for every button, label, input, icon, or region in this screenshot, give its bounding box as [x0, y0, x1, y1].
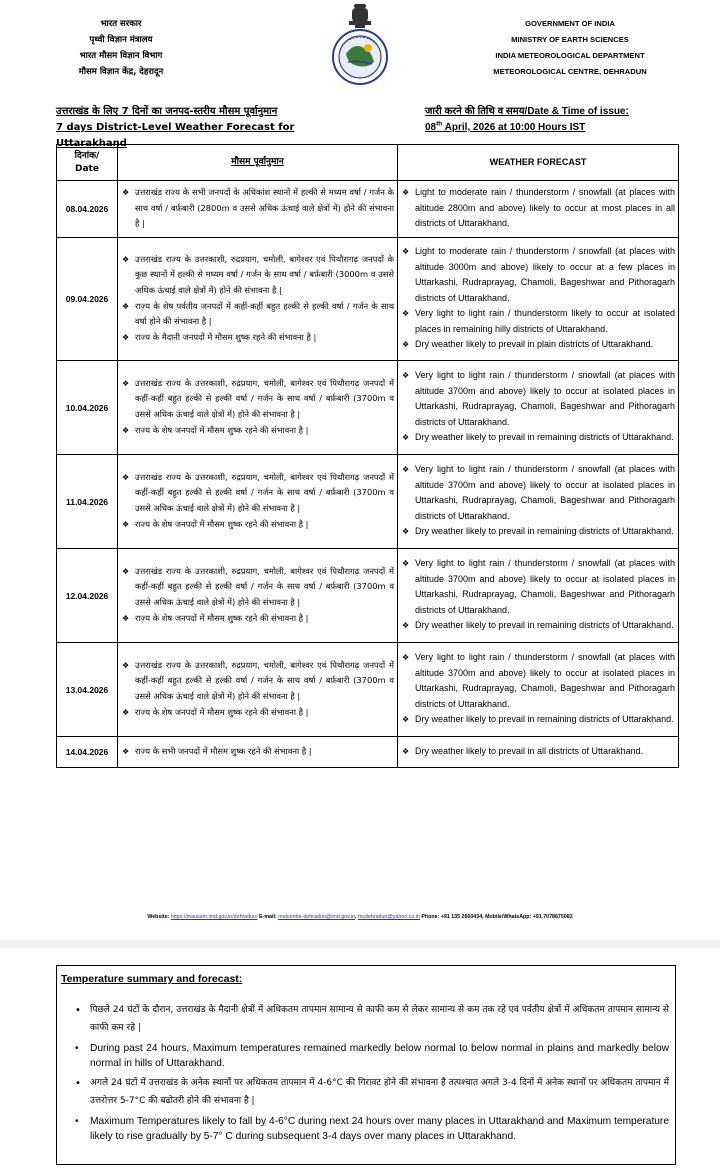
footer-contact [0, 914, 720, 920]
website-link[interactable]: https://mausam.imd.gov.in/dehradun/ [170, 914, 258, 920]
forecast-date: 11.04.2026 [57, 455, 118, 549]
diamond-bullet-icon: ❖ [402, 559, 410, 569]
email-separator: , [354, 914, 358, 920]
forecast-item [122, 185, 394, 232]
forecast-item [122, 423, 394, 439]
diamond-bullet-icon: ❖ [402, 715, 410, 725]
temperature-text: Maximum Temperatures likely to fall by 4-6°C during next 24 hours over many places in Uttarakhand and Maximum temperature likely to rise gradually by 5-7° C during subsequent 3-4 days over many places in Uttarakhand. [90, 1116, 669, 1142]
diamond-bullet-icon: ❖ [122, 566, 130, 576]
forecast-text: राज्य के सभी जनपदों में मौसम शुष्क रहने की संभावना है | [135, 745, 312, 756]
forecast-text: राज्य के शेष जनपदों में मौसम शुष्क रहने की संभावना है | [135, 518, 309, 529]
diamond-bullet-icon: ❖ [122, 660, 130, 670]
forecast-text: Light to moderate rain / thunderstorm / snowfall (at places with altitude 3000m and above) likely to occur at a few places in Uttarkashi, Rudraprayag, Chamoli, Bageshwar and Pithoragarh districts of Uttarakhand. [415, 245, 675, 303]
forecast-item [402, 306, 675, 337]
hindi-forecast-cell [118, 361, 398, 455]
forecast-text: उत्तराखंड राज्य के उत्तरकाशी, रुद्रप्रयाग, चमोली, बागेश्वर एवं पिथौरागढ़ जनपदों में कहीं-कहीं बहुत हल्की से हल्की वर्षा / गर्जन के साथ वर्षा / बर्फ़बारी (3700m व उससे अधिक ऊंचाई वाले क्षेत्रों में) होने की संभावना है | [135, 565, 394, 607]
forecast-item [402, 556, 675, 618]
table-row [57, 643, 679, 737]
forecast-item [402, 618, 675, 634]
forecast-text: उत्तराखंड राज्य के उत्तरकाशी, रुद्रप्रयाग, चमोली, बागेश्वर एवं पिथौरागढ़ जनपदों में कहीं-कहीं बहुत हल्की से हल्की वर्षा / गर्जन के साथ वर्षा / बर्फ़बारी (3700m व उससे अधिक ऊंचाई वाले क्षेत्रों में) होने की संभावना है | [135, 471, 394, 513]
list-item [61, 1114, 669, 1144]
english-forecast-cell [398, 737, 679, 768]
forecast-item [402, 185, 675, 232]
header-line: MINISTRY OF EARTH SCIENCES [511, 35, 629, 44]
diamond-bullet-icon: ❖ [122, 254, 130, 264]
forecast-text: उत्तराखंड राज्य के उत्तरकाशी, रुद्रप्रयाग, चमोली, बागेश्वर एवं पिथौरागढ़ जनपदों में कहीं-कहीं बहुत हल्की से हल्की वर्षा / गर्जन के साथ वर्षा / बर्फ़बारी (3700m व उससे अधिक ऊंचाई वाले क्षेत्रों में) होने की संभावना है | [135, 377, 394, 419]
forecast-date: 09.04.2026 [57, 238, 118, 361]
forecast-item [122, 330, 394, 346]
header-line: मौसम विज्ञान केंद्र, देहरादून [78, 67, 164, 77]
header-line: भारत मौसम विज्ञान विभाग [79, 51, 163, 61]
bullet-icon: • [75, 1043, 79, 1054]
forecast-item [122, 564, 394, 611]
forecast-date: 13.04.2026 [57, 643, 118, 737]
table-row [57, 455, 679, 549]
diamond-bullet-icon: ❖ [122, 613, 130, 623]
diamond-bullet-icon: ❖ [402, 621, 410, 631]
diamond-bullet-icon: ❖ [402, 340, 410, 350]
title-english: 7 days District-Level Weather Forecast for Uttarakhand [56, 122, 295, 149]
issue-suffix: th [436, 120, 443, 128]
table-row [57, 181, 679, 238]
forecast-item [122, 705, 394, 721]
temperature-summary-box [56, 965, 676, 1165]
bullet-icon: • [75, 1078, 81, 1089]
forecast-text: उत्तराखंड राज्य के उत्तरकाशी, रुद्रप्रयाग, चमोली, बागेश्वर एवं पिथौरागढ़ जनपदों में कहीं-कहीं बहुत हल्की से हल्की वर्षा / गर्जन के साथ वर्षा / बर्फ़बारी (3700m व उससे अधिक ऊंचाई वाले क्षेत्रों में) होने की संभावना है | [135, 659, 394, 701]
forecast-item [402, 244, 675, 306]
forecast-item [402, 337, 675, 353]
forecast-text: Dry weather likely to prevail in remaining districts of Uttarakhand. [415, 526, 674, 537]
email-link-1[interactable]: metcentre-dehradun@imd.gov.in [278, 914, 355, 920]
hindi-forecast-cell [118, 643, 398, 737]
forecast-text: राज्य के शेष जनपदों में मौसम शुष्क रहने की संभावना है | [135, 612, 309, 623]
english-forecast-cell [398, 549, 679, 643]
forecast-text: Very light to light rain / thunderstorm / snowfall (at places with altitude 3700m and above) likely to occur at isolated places in Uttarkashi, Rudraprayag, Chamoli, Bageshwar and Pithoragarh districts of Uttarakhand. [415, 370, 675, 427]
forecast-text: Dry weather likely to prevail in plain districts of Uttarakhand. [415, 339, 654, 350]
hindi-forecast-cell [118, 181, 398, 238]
temperature-list [61, 1002, 669, 1148]
bullet-icon: • [75, 1116, 79, 1127]
hindi-header-label: मौसम पूर्वानुमान [231, 157, 284, 167]
list-item [61, 1002, 669, 1037]
forecast-text: उत्तराखंड राज्य के उत्तरकाशी, रुद्रप्रयाग, चमोली, बागेश्वर एवं पिथौरागढ़ जनपदों के कुछ स्थानों में हल्की से मध्यम वर्षा / गर्जन के साथ वर्षा / बर्फ़बारी (3000m व उससे अधिक ऊंचाई वाले क्षेत्रों में) होने की संभावना है | [135, 253, 394, 295]
hindi-forecast-cell [118, 455, 398, 549]
table-row [57, 549, 679, 643]
header-english [470, 16, 670, 80]
forecast-item [402, 462, 675, 524]
forecast-item [402, 650, 675, 712]
forecast-item [402, 712, 675, 728]
hindi-column-header [118, 145, 398, 181]
table-row [57, 361, 679, 455]
english-column-header: WEATHER FORECAST [398, 145, 679, 181]
issue-rest: April, 2026 at 10:00 Hours IST [442, 122, 586, 133]
date-header-english: Date [75, 163, 99, 174]
diamond-bullet-icon: ❖ [122, 472, 130, 482]
forecast-text: Very light to light rain / thunderstorm / snowfall (at places with altitude 3700m and above) likely to occur at isolated places in Uttarkashi, Rudraprayag, Chamoli, Bageshwar and Pithoragarh districts of Uttarakhand. [415, 464, 675, 521]
issue-day: 08 [425, 122, 437, 133]
forecast-item [122, 470, 394, 517]
forecast-item [402, 524, 675, 540]
phone-text: Phone: +91 135 2660434, Mobile/WhatsApp: +91 7078675082 [419, 914, 573, 920]
forecast-text: उत्तराखंड राज्य के सभी जनपदों के अधिकांश स्थानों में हल्की से मध्यम वर्षा / गर्जन के साथ वर्षा / बर्फ़बारी (2800m व उससे अधिक ऊंचाई वाले क्षेत्रों में) होने की संभावना है | [135, 187, 394, 229]
forecast-date: 12.04.2026 [57, 549, 118, 643]
website-label: Website: [147, 914, 171, 920]
bullet-icon: • [75, 1005, 81, 1016]
diamond-bullet-icon: ❖ [402, 653, 410, 663]
header-line: पृथ्वी विज्ञान मंत्रालय [89, 35, 153, 45]
forecast-text: Light to moderate rain / thunderstorm / snowfall (at places with altitude 2800m and above) likely to occur at most places in all districts of Uttarakhand. [415, 187, 675, 229]
hindi-forecast-cell [118, 737, 398, 768]
forecast-text: Very light to light rain / thunderstorm / snowfall (at places with altitude 3700m and above) likely to occur at isolated places in Uttarkashi, Rudraprayag, Chamoli, Bageshwar and Pithoragarh districts of Uttarakhand. [415, 558, 675, 615]
forecast-text: Dry weather likely to prevail in all districts of Uttarakhand. [415, 745, 644, 756]
diamond-bullet-icon: ❖ [402, 246, 410, 256]
forecast-item [122, 376, 394, 423]
list-item [61, 1041, 669, 1071]
forecast-date: 14.04.2026 [57, 737, 118, 768]
forecast-text: Very light to light rain / thunderstorm / snowfall (at places with altitude 3700m and above) likely to occur at isolated places in Uttarkashi, Rudraprayag, Chamoli, Bageshwar and Pithoragarh districts of Uttarakhand. [415, 652, 675, 709]
hindi-forecast-cell [118, 549, 398, 643]
diamond-bullet-icon: ❖ [122, 378, 130, 388]
temperature-text: पिछले 24 घंटों के दौरान, उत्तराखंड के मैदानी क्षेत्रों में अधिकतम तापमान सामान्य से काफी कम से लेकर सामान्य से कम तक रहे एवं पर्वतीय क्षेत्रों में अधिकतम तापमान सामान्य से काफी कम रहे | [90, 1005, 669, 1033]
diamond-bullet-icon: ❖ [122, 425, 130, 435]
imd-emblem-icon [328, 2, 392, 88]
forecast-text: Very light to light rain / thunderstorm likely to occur at isolated places in remaining hilly districts of Uttarakhand. [415, 308, 675, 334]
diamond-bullet-icon: ❖ [122, 707, 130, 717]
header-line: INDIA METEOROLOGICAL DEPARTMENT [495, 51, 645, 60]
email-label: E-mail: [257, 914, 279, 920]
english-forecast-cell [398, 643, 679, 737]
forecast-item [122, 517, 394, 533]
forecast-text: Dry weather likely to prevail in remaining districts of Uttarakhand. [415, 620, 674, 631]
diamond-bullet-icon: ❖ [402, 746, 410, 756]
forecast-text: Dry weather likely to prevail in remaining districts of Uttarakhand. [415, 432, 674, 443]
forecast-item [402, 744, 675, 760]
diamond-bullet-icon: ❖ [402, 188, 410, 198]
table-row [57, 737, 679, 768]
table-header-row [57, 145, 679, 181]
issue-value [425, 120, 685, 136]
hindi-forecast-cell [118, 238, 398, 361]
date-column-header [57, 145, 118, 181]
forecast-table [56, 144, 679, 768]
header-hindi [56, 16, 186, 80]
english-forecast-cell [398, 361, 679, 455]
diamond-bullet-icon: ❖ [122, 301, 130, 311]
temperature-text: During past 24 hours, Maximum temperatures remained markedly below normal to below normal in plains and markedly below normal in hills of Uttarakhand. [90, 1043, 669, 1069]
header-line: GOVERNMENT OF INDIA [525, 19, 615, 28]
diamond-bullet-icon: ❖ [402, 433, 410, 443]
forecast-text: Dry weather likely to prevail in remaining districts of Uttarakhand. [415, 714, 674, 725]
forecast-item [122, 252, 394, 299]
email-link-2[interactable]: mcdehradun@yahoo.co.in [357, 914, 420, 920]
english-forecast-cell [398, 181, 679, 238]
english-forecast-cell [398, 238, 679, 361]
english-forecast-cell [398, 455, 679, 549]
issue-label: जारी करने की तिथि व समय/Date & Time of issue: [425, 106, 629, 117]
forecast-item [122, 744, 394, 760]
issue-datetime [425, 104, 685, 136]
temperature-page [0, 948, 720, 1169]
diamond-bullet-icon: ❖ [122, 188, 130, 198]
forecast-rows [57, 181, 679, 768]
forecast-text: राज्य के शेष जनपदों में मौसम शुष्क रहने की संभावना है | [135, 424, 309, 435]
diamond-bullet-icon: ❖ [122, 519, 130, 529]
forecast-item [402, 430, 675, 446]
forecast-item [122, 611, 394, 627]
forecast-date: 10.04.2026 [57, 361, 118, 455]
diamond-bullet-icon: ❖ [402, 527, 410, 537]
date-header-hindi: दिनांक/ [74, 150, 100, 161]
diamond-bullet-icon: ❖ [122, 746, 130, 756]
title-hindi: उत्तराखंड के लिए 7 दिनों का जनपद-स्तरीय मौसम पूर्वानुमान [56, 106, 278, 117]
diamond-bullet-icon: ❖ [402, 371, 410, 381]
temperature-text: अगले 24 घंटों में उत्तराखंड के अनेक स्थानों पर अधिकतम तापमान में 4-6°C की गिरावट होने की संभावना है तत्पश्चात अगले 3-4 दिनों में अनेक स्थानों पर अधिकतम तापमान में उत्तरोत्तर 5-7°C की बढोतरी होने की संभावना है | [90, 1078, 669, 1106]
forecast-item [122, 658, 394, 705]
diamond-bullet-icon: ❖ [402, 309, 410, 319]
forecast-date: 08.04.2026 [57, 181, 118, 238]
forecast-item [122, 299, 394, 330]
temperature-title: Temperature summary and forecast: [61, 973, 243, 985]
forecast-text: राज्य के मैदानी जनपदों में मौसम शुष्क रहने की संभावना है | [135, 331, 317, 342]
list-item [61, 1075, 669, 1110]
header-line: METEOROLOGICAL CENTRE, DEHRADUN [493, 67, 647, 76]
forecast-item [402, 368, 675, 430]
forecast-text: राज्य के शेष जनपदों में मौसम शुष्क रहने की संभावना है | [135, 706, 309, 717]
diamond-bullet-icon: ❖ [122, 332, 130, 342]
table-row [57, 238, 679, 361]
header-line: भारत सरकार [100, 19, 142, 29]
forecast-text: राज्य के शेष पर्वतीय जनपदों में कहीं-कहीं बहुत हल्की से हल्की वर्षा / गर्जन के साथ वर्षा होने की संभावना है | [135, 300, 394, 327]
diamond-bullet-icon: ❖ [402, 465, 410, 475]
